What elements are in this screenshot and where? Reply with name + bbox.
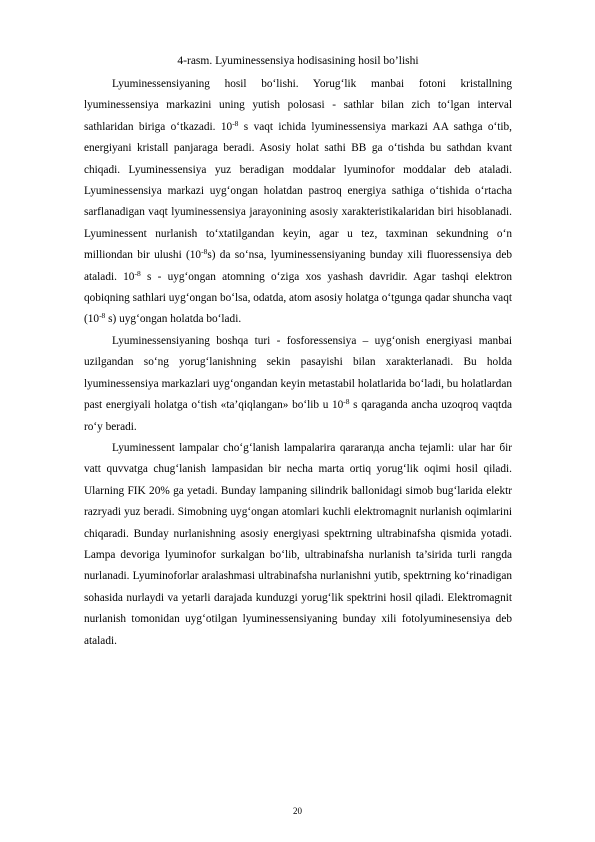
superscript: -8: [343, 397, 350, 407]
paragraph-luminescence-formation: [84, 74, 512, 331]
text-run: Lyuminessensiyaning boshqa turi - fosforessensiya – uyg‘onish energiyasi manbai uzilgandan so‘ng yorug‘lanishning sekin pasayishi bilan xarakterlanadi. Bu holda lyuminessensiya markazlari uyg‘ongandan keyin metastabil holatlarida bo‘ladi, bu holatlardan past energiyali holatga o‘tish «ta’qiqlangan» bo‘lib u 10: [84, 334, 512, 412]
superscript: -8: [134, 268, 141, 278]
superscript: -8: [201, 247, 208, 257]
text-run: s) da so‘nsa, lyuminessensiyaning bunday xili fluoressensiya deb ataladi. 10: [84, 249, 512, 283]
text-run: Lyuminessensiyaning hosil bo‘lishi. Yorug‘lik manbai fotoni kristallning lyuminessensiya markazini uning yutish polosasi - sathlar bilan zich to‘lgan interval sathlaridan biriga o‘tkazadi. 10: [84, 78, 512, 133]
superscript: -8: [99, 311, 106, 321]
text-run: s - uyg‘ongan atomning o‘ziga xos yashash davridir. Agar tashqi elektron qobiqning sathlari uyg‘ongan bo‘lsa, odatda, atom asosiy holatga o‘tgunga qadar shuncha vaqt (10: [84, 270, 512, 326]
figure-caption: 4-rasm. Lyuminessensiya hodisasining hosil bo’lishi: [177, 55, 419, 67]
text-run: s qaraganda ancha uzoqroq vaqtda ro‘y beradi.: [84, 399, 512, 433]
superscript: -8: [232, 118, 239, 128]
document-page: [84, 53, 512, 652]
paragraph-luminescent-lamps: Lyuminessent lampalar cho‘g‘lanish lampalarira qararanда ancha tejamli: ular har бir vatt quvvatga chug‘lanish lampasidan bir necha marta ortiq yorug‘lik oqimi hosil qiladi. Ularning FIK 20% ga yetadi. Bunday lampaning silindrik ballonidagi simob bug‘larida elektr razryadi yuz beradi. Simobning uyg‘ongan atomlari kuchli elektromagnit nurlanish oqimlarini chiqaradi. Bunday nurlanishning asosiy energiyasi spektrning ultrabinafsha qismida yotadi. Lampa devoriga lyuminofor surkalgan bo‘lib, ultrabinafsha nurlanish ta’sirida turli rangda nurlanadi. Lyuminoforlar aralashmasi ultrabinafsha nurlanishni yutib, spektrning ko‘rinadigan sohasida nurlaydi va yetarli darajada kunduzgi yorug‘lik spektrini hosil qiladi. Elektromagnit nurlanish tomonidan uyg‘otilgan lyuminessensiyaning bunday xili fotolyuminesensiya deb ataladi.: [84, 441, 512, 647]
text-run: s) uyg‘ongan holatda bo‘ladi.: [105, 313, 242, 326]
paragraph-phosphorescence: [84, 331, 512, 438]
page-number: 20: [293, 806, 302, 816]
text-run: s vaqt ichida lyuminessensiya markazi AA sathga o‘tib, energiyani kristall panjaraga beradi. Asosiy holat sathi BB ga o‘tishda bu sathdan kvant chiqadi. Lyuminessensiya yuz beradigan moddalar lyuminofor moddalar deb ataladi. Lyuminessensiya markazi uyg‘ongan holatdan pastroq energiya sathiga o‘tishida o‘rtacha sarflanadigan vaqt lyuminessensiya jarayonining asosiy xarakteristikalaridan biri hisoblanadi. Lyuminessent nurlanish to‘xtatilgandan keyin, agar u tez, taxminan sekundning o‘n milliondan bir ulushi (10: [84, 120, 512, 262]
